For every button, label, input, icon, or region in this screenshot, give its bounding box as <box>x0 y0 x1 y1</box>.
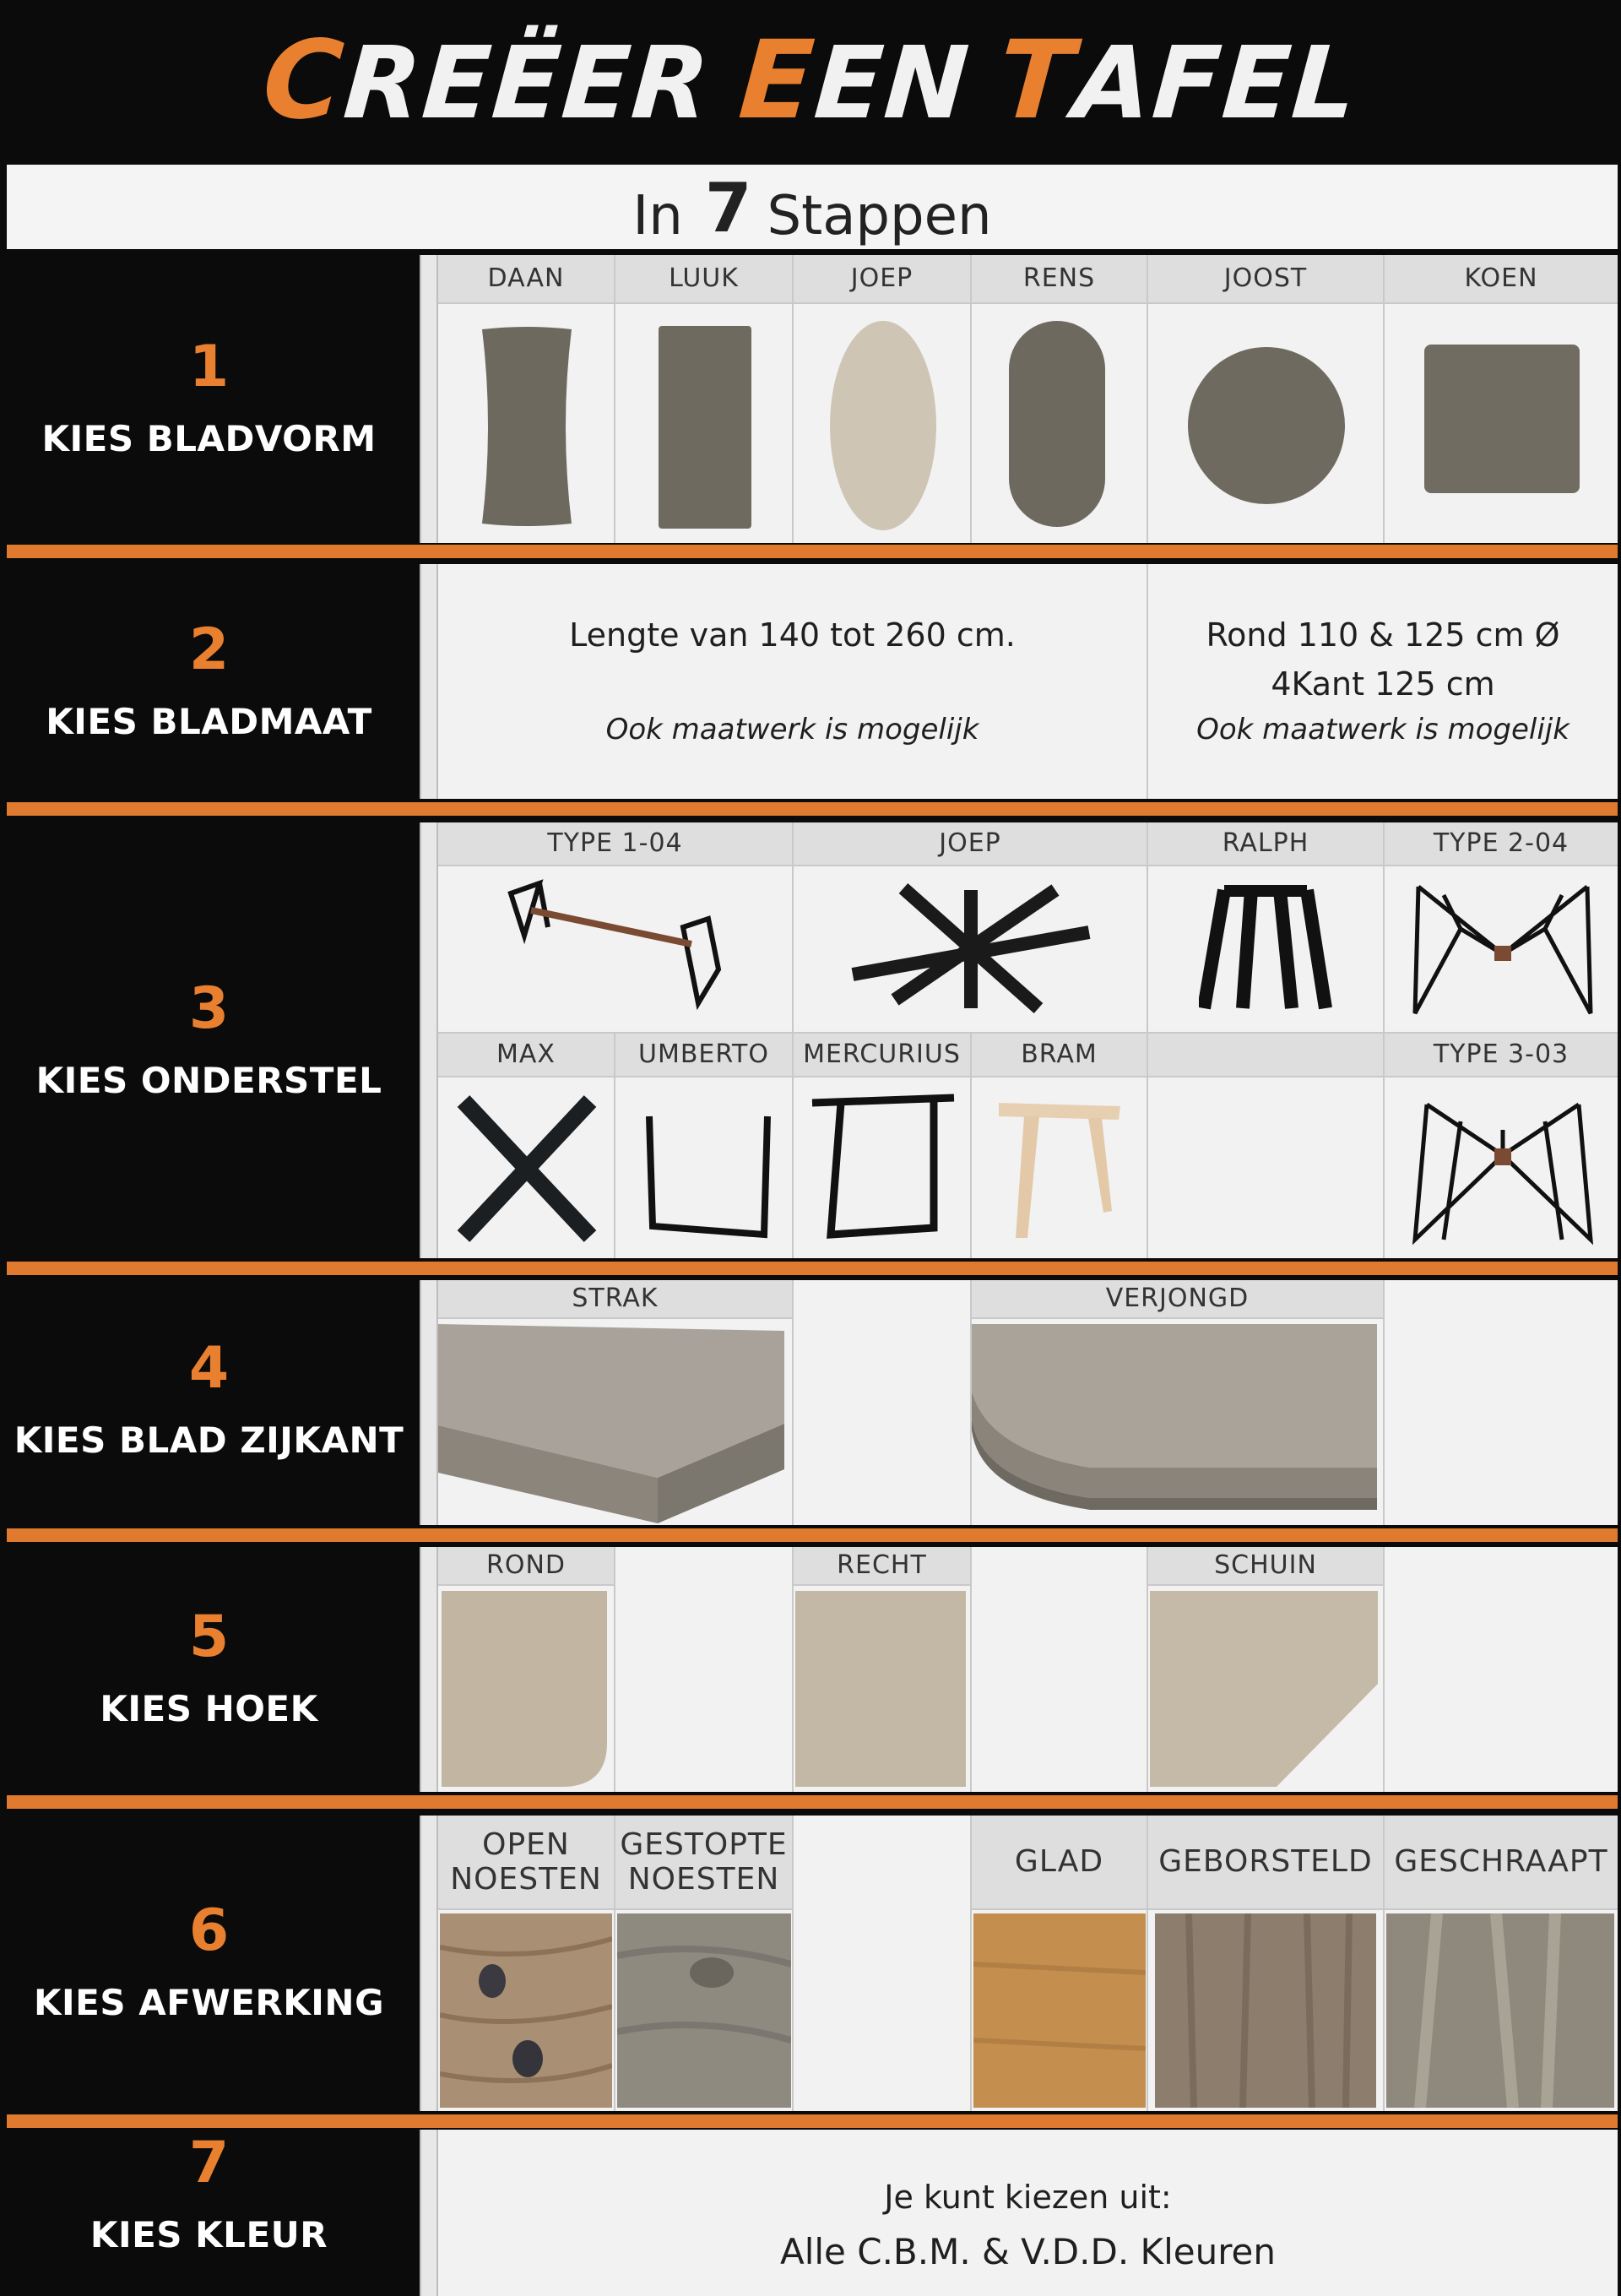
frame-option-umberto[interactable]: UMBERTO <box>615 1034 794 1258</box>
geborsteld-texture <box>1155 1913 1376 2108</box>
custom-note: Ook maatwerk is mogelijk <box>605 713 979 746</box>
recht-corner-image <box>795 1591 968 1790</box>
title-word-1: CREËER <box>259 17 715 144</box>
type-1-04-frame-image <box>506 877 725 1020</box>
size-round-text: Rond 110 & 125 cm Ø <box>1206 616 1560 654</box>
frame-option-empty <box>1148 1034 1385 1258</box>
corner-option-empty <box>972 1547 1148 1792</box>
separator <box>7 802 1618 816</box>
shape-option-rens[interactable]: RENS <box>972 255 1148 543</box>
rens-top-image <box>1007 319 1109 530</box>
koen-top-image <box>1423 343 1583 497</box>
geschraapt-texture <box>1386 1913 1614 2108</box>
step-2-label: 2 KIES BLADMAAT <box>46 616 372 742</box>
size-option-round-square[interactable] <box>1148 564 1618 799</box>
step-1-panel <box>420 255 1618 543</box>
corner-option-empty <box>615 1547 794 1792</box>
size-option-length[interactable] <box>438 564 1148 799</box>
separator <box>7 545 1618 558</box>
separator <box>7 1795 1618 1809</box>
shape-option-joep[interactable]: JOEP <box>794 255 972 543</box>
frame-option-type-2-04[interactable]: TYPE 2-04 <box>1385 822 1618 1034</box>
step-7-panel <box>420 2130 1618 2296</box>
step-6-label: 6 KIES AFWERKING <box>33 1897 385 2023</box>
subtitle-banner <box>7 165 1618 249</box>
luuk-top-image <box>653 323 755 534</box>
max-frame-image <box>455 1093 599 1245</box>
step-5-panel <box>420 1547 1618 1792</box>
frame-option-mercurius[interactable]: MERCURIUS <box>794 1034 972 1258</box>
bram-frame-image <box>994 1094 1129 1246</box>
joep-top-image <box>827 319 939 532</box>
glad-texture <box>973 1913 1146 2108</box>
umberto-frame-image <box>641 1099 776 1243</box>
mercurius-frame-image <box>807 1093 959 1245</box>
open-noesten-texture <box>440 1913 612 2108</box>
step-2-panel <box>420 564 1618 799</box>
corner-option-schuin[interactable]: SCHUIN <box>1148 1547 1385 1792</box>
step-3-panel <box>420 822 1618 1258</box>
step-4-label: 4 KIES BLAD ZIJKANT <box>14 1334 404 1461</box>
title-word-3: TAFEL <box>994 17 1362 144</box>
finish-option-geborsteld[interactable]: GEBORSTELD <box>1148 1816 1385 2111</box>
step-1-label: 1 KIES BLADVORM <box>41 334 377 459</box>
verjongd-edge-image <box>972 1324 1383 1523</box>
title-word-2: EEN <box>735 17 974 144</box>
color-options-text: Alle C.B.M. & V.D.D. Kleuren <box>779 2231 1276 2272</box>
size-length-text: Lengte van 140 tot 260 cm. <box>569 616 1016 654</box>
color-intro-text: Je kunt kiezen uit: <box>884 2179 1172 2216</box>
page-title <box>0 0 1621 160</box>
joep-frame-image <box>844 882 1098 1017</box>
edge-option-verjongd[interactable]: VERJONGD <box>972 1280 1385 1525</box>
separator <box>7 2114 1618 2128</box>
size-square-text: 4Kant 125 cm <box>1271 665 1495 703</box>
subtitle-number: 7 <box>704 169 752 247</box>
shape-option-koen[interactable]: KOEN <box>1385 255 1618 543</box>
finish-option-glad[interactable]: GLAD <box>972 1816 1148 2111</box>
shape-option-luuk[interactable]: LUUK <box>615 255 794 543</box>
rond-corner-image <box>442 1591 610 1790</box>
subtitle-post: Stappen <box>767 185 992 247</box>
custom-note: Ook maatwerk is mogelijk <box>1196 713 1569 746</box>
shape-option-daan[interactable]: DAAN <box>438 255 615 543</box>
separator <box>7 1528 1618 1542</box>
edge-option-strak[interactable]: STRAK <box>438 1280 794 1525</box>
edge-option-empty <box>1385 1280 1618 1525</box>
step-5-label: 5 KIES HOEK <box>100 1603 318 1729</box>
frame-option-type-1-04[interactable]: TYPE 1-04 <box>438 822 794 1034</box>
frame-option-ralph[interactable]: RALPH <box>1148 822 1385 1034</box>
step-6-panel <box>420 1816 1618 2111</box>
frame-option-bram[interactable]: BRAM <box>972 1034 1148 1258</box>
type-2-04-frame-image <box>1410 878 1596 1027</box>
step-4-panel <box>420 1280 1618 1525</box>
corner-option-recht[interactable]: RECHT <box>794 1547 972 1792</box>
daan-top-image <box>472 323 582 529</box>
step-7-label: 7 KIES KLEUR <box>89 2130 328 2255</box>
frame-option-max[interactable]: MAX <box>438 1034 615 1258</box>
edge-option-empty <box>794 1280 972 1525</box>
gestopte-noesten-texture <box>617 1913 791 2108</box>
finish-option-gestopte-noesten[interactable]: GESTOPTE NOESTEN <box>615 1816 794 2111</box>
finish-option-empty <box>794 1816 972 2111</box>
type-3-03-frame-image <box>1410 1096 1596 1248</box>
finish-option-open-noesten[interactable]: OPEN NOESTEN <box>438 1816 615 2111</box>
frame-option-type-3-03[interactable]: TYPE 3-03 <box>1385 1034 1618 1258</box>
ralph-frame-image <box>1199 885 1334 1020</box>
frame-option-joep[interactable]: JOEP <box>794 822 1148 1034</box>
corner-option-empty <box>1385 1547 1618 1792</box>
step-3-label: 3 KIES ONDERSTEL <box>35 974 382 1101</box>
finish-option-geschraapt[interactable]: GESCHRAAPT <box>1385 1816 1618 2111</box>
separator <box>7 1262 1618 1275</box>
strak-edge-image <box>438 1324 792 1523</box>
subtitle-pre: In <box>632 185 683 247</box>
joost-top-image <box>1185 345 1347 507</box>
schuin-corner-image <box>1150 1591 1383 1790</box>
corner-option-rond[interactable]: ROND <box>438 1547 615 1792</box>
shape-option-joost[interactable]: JOOST <box>1148 255 1385 543</box>
